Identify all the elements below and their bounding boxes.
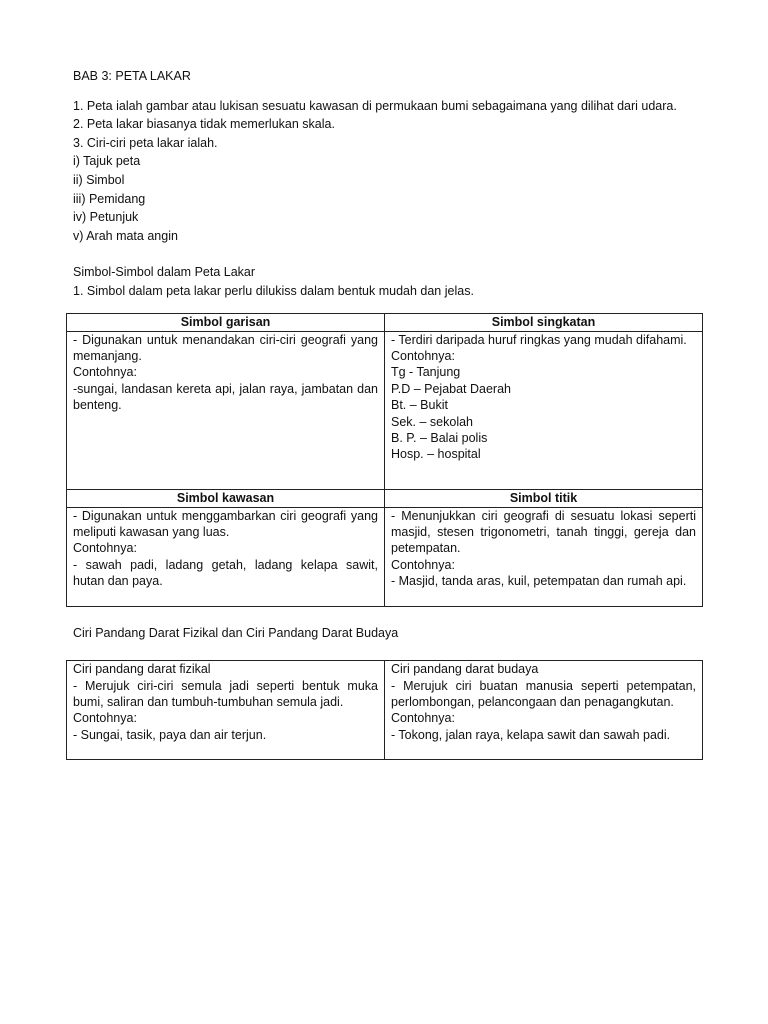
symbols-table	[66, 313, 703, 607]
table-row	[67, 661, 703, 760]
cell-example-label: Contohnya:	[73, 541, 137, 556]
cell-simbol-kawasan	[67, 507, 385, 606]
cell-example: - Sungai, tasik, paya dan air terjun.	[73, 727, 267, 742]
symbols-intro: 1. Simbol dalam peta lakar perlu dilukiss dalam bentuk mudah dan jelas.	[73, 283, 474, 298]
feature-item: iv) Petunjuk	[73, 210, 139, 225]
cell-description: - Terdiri daripada huruf ringkas yang mudah difahami.	[391, 332, 687, 347]
table-row	[67, 507, 703, 606]
cell-description: - Merujuk ciri-ciri semula jadi seperti bentuk muka bumi, saliran dan tumbuh-tumbuhan semula jadi.	[73, 678, 378, 709]
cell-description: - Digunakan untuk menandakan ciri-ciri geografi yang memanjang.	[73, 332, 378, 363]
feature-item: v) Arah mata angin	[73, 228, 178, 243]
cell-example-label: Contohnya:	[391, 557, 455, 572]
cell-example: - sawah padi, ladang getah, ladang kelapa sawit, hutan dan paya.	[73, 557, 378, 589]
table-row	[67, 313, 703, 331]
cell-physical-landscape	[67, 661, 385, 760]
landscape-table	[66, 660, 703, 760]
feature-item: iii) Pemidang	[73, 191, 146, 206]
list-item: Sek. – sekolah	[391, 414, 473, 429]
intro-point-3: 3. Ciri-ciri peta lakar ialah.	[73, 135, 218, 150]
cell-example: -sungai, landasan kereta api, jalan raya, jambatan dan benteng.	[73, 381, 378, 413]
feature-item: ii) Simbol	[73, 172, 125, 187]
table-row	[67, 331, 703, 489]
header-simbol-kawasan: Simbol kawasan	[67, 489, 385, 507]
list-item: Hosp. – hospital	[391, 447, 481, 462]
list-item: B. P. – Balai polis	[391, 430, 488, 445]
cell-simbol-garisan	[67, 331, 385, 489]
cell-simbol-singkatan	[385, 331, 703, 489]
header-simbol-garisan: Simbol garisan	[67, 313, 385, 331]
landscape-heading: Ciri Pandang Darat Fizikal dan Ciri Pandang Darat Budaya	[73, 625, 399, 640]
header-simbol-singkatan: Simbol singkatan	[385, 313, 703, 331]
symbols-heading: Simbol-Simbol dalam Peta Lakar	[73, 265, 256, 280]
cell-example: - Masjid, tanda aras, kuil, petempatan dan rumah api.	[391, 574, 687, 589]
chapter-title: BAB 3: PETA LAKAR	[73, 69, 191, 83]
list-item: P.D – Pejabat Daerah	[391, 381, 511, 396]
cell-title: Ciri pandang darat fizikal	[73, 662, 211, 677]
cell-description: - Merujuk ciri buatan manusia seperti petempatan, perlombongan, pelancongaan dan penagangkutan.	[391, 678, 696, 709]
cell-example-label: Contohnya:	[391, 711, 455, 726]
cell-example-label: Contohnya:	[73, 365, 137, 380]
intro-point-1: 1. Peta ialah gambar atau lukisan sesuatu kawasan di permukaan bumi sebagaimana yang dilihat dari udara.	[73, 98, 677, 113]
feature-item: i) Tajuk peta	[73, 154, 141, 169]
cell-example-label: Contohnya:	[391, 348, 455, 363]
list-item: Bt. – Bukit	[391, 398, 448, 413]
list-item: Tg - Tanjung	[391, 365, 461, 380]
cell-simbol-titik	[385, 507, 703, 606]
cell-cultural-landscape	[385, 661, 703, 760]
header-simbol-titik: Simbol titik	[385, 489, 703, 507]
intro-point-2: 2. Peta lakar biasanya tidak memerlukan skala.	[73, 117, 335, 132]
cell-example-label: Contohnya:	[73, 711, 137, 726]
cell-example: - Tokong, jalan raya, kelapa sawit dan sawah padi.	[391, 727, 671, 742]
cell-title: Ciri pandang darat budaya	[391, 662, 539, 677]
table-row	[67, 489, 703, 507]
document-page	[73, 67, 694, 760]
cell-description: - Digunakan untuk menggambarkan ciri geografi yang meliputi kawasan yang luas.	[73, 508, 378, 539]
cell-description: - Menunjukkan ciri geografi di sesuatu lokasi seperti masjid, stesen trigonometri, tanah tinggi, gereja dan petempatan.	[391, 508, 696, 556]
